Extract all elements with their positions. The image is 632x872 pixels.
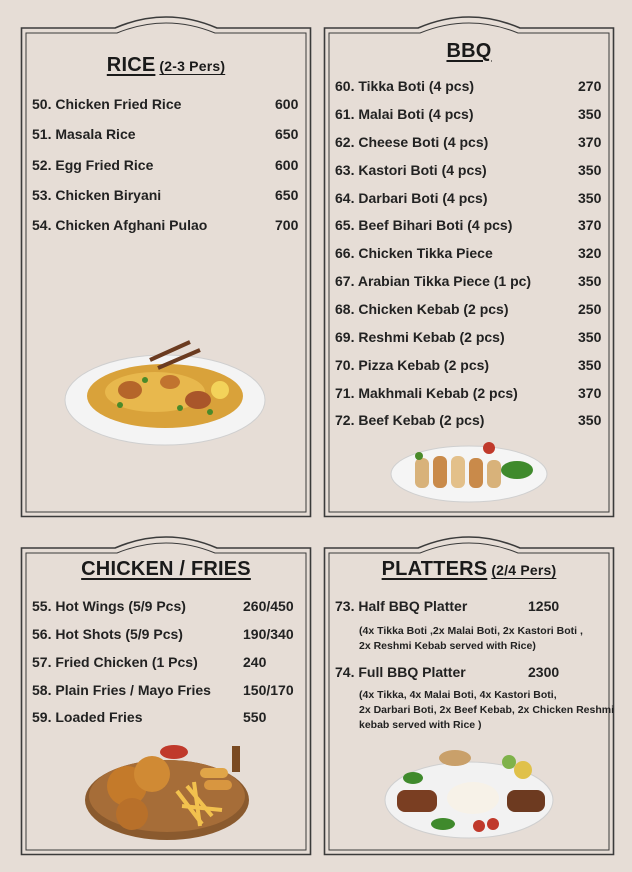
menu-item-price: 350 bbox=[578, 106, 602, 122]
menu-item-price: 370 bbox=[578, 385, 602, 401]
menu-item-price: 270 bbox=[578, 78, 602, 94]
menu-item-price: 700 bbox=[275, 217, 299, 233]
menu-item[interactable]: 67. Arabian Tikka Piece (1 pc) bbox=[335, 273, 532, 289]
menu-item-price: 370 bbox=[578, 217, 602, 233]
platters-title: PLATTERS (2/4 Pers) bbox=[381, 558, 557, 580]
menu-item[interactable]: 69. Reshmi Kebab (2 pcs) bbox=[335, 329, 505, 345]
menu-item-price: 350 bbox=[578, 162, 602, 178]
menu-item[interactable]: 55. Hot Wings (5/9 Pcs) bbox=[32, 598, 186, 614]
platter-description: (4x Tikka, 4x Malai Boti, 4x Kastori Boti, 2x Darbari Boti, 2x Beef Kebab, 2x Chicken Reshmi kebab served with Rice ) bbox=[359, 689, 615, 731]
menu-item[interactable]: 57. Fried Chicken (1 Pcs) bbox=[32, 654, 198, 670]
menu-item-price: 650 bbox=[275, 126, 299, 142]
menu-item[interactable]: 72. Beef Kebab (2 pcs) bbox=[335, 412, 485, 428]
menu-item-price: 350 bbox=[578, 273, 602, 289]
fried-chicken-board-image bbox=[82, 736, 252, 844]
bbq-title: BBQ bbox=[446, 40, 492, 62]
menu-item-price: 150/170 bbox=[243, 682, 294, 698]
menu-item-price: 350 bbox=[578, 412, 602, 428]
menu-item[interactable]: 62. Cheese Boti (4 pcs) bbox=[335, 134, 489, 150]
menu-item[interactable]: 66. Chicken Tikka Piece bbox=[335, 245, 493, 261]
chicken-fries-title: CHICKEN / FRIES bbox=[81, 558, 251, 580]
rice-title: RICE (2-3 Pers) bbox=[106, 54, 226, 76]
menu-item[interactable]: 58. Plain Fries / Mayo Fries bbox=[32, 682, 211, 698]
rice-panel bbox=[20, 12, 312, 518]
menu-item-price: 600 bbox=[275, 96, 299, 112]
menu-item-price: 370 bbox=[578, 134, 602, 150]
menu-item[interactable]: 63. Kastori Boti (4 pcs) bbox=[335, 162, 487, 178]
menu-item[interactable]: 70. Pizza Kebab (2 pcs) bbox=[335, 357, 490, 373]
bbq-panel bbox=[323, 12, 615, 518]
menu-item[interactable]: 71. Makhmali Kebab (2 pcs) bbox=[335, 385, 518, 401]
menu-item-price: 240 bbox=[243, 654, 267, 670]
menu-item-price: 2300 bbox=[528, 664, 560, 680]
menu-item[interactable]: 59. Loaded Fries bbox=[32, 709, 143, 725]
kebab-plate-image bbox=[389, 436, 549, 506]
menu-item-price: 550 bbox=[243, 709, 267, 725]
menu-item[interactable]: 56. Hot Shots (5/9 Pcs) bbox=[32, 626, 183, 642]
menu-item[interactable]: 65. Beef Bihari Boti (4 pcs) bbox=[335, 217, 513, 233]
menu-item[interactable]: 50. Chicken Fried Rice bbox=[32, 96, 182, 112]
menu-item[interactable]: 60. Tikka Boti (4 pcs) bbox=[335, 78, 475, 94]
menu-item-price: 350 bbox=[578, 357, 602, 373]
menu-item[interactable]: 51. Masala Rice bbox=[32, 126, 136, 142]
menu-item-price: 320 bbox=[578, 245, 602, 261]
menu-item-price: 650 bbox=[275, 187, 299, 203]
menu-item[interactable]: 74. Full BBQ Platter bbox=[335, 664, 466, 680]
menu-item[interactable]: 53. Chicken Biryani bbox=[32, 187, 162, 203]
menu-item[interactable]: 64. Darbari Boti (4 pcs) bbox=[335, 190, 488, 206]
menu-item-price: 1250 bbox=[528, 598, 560, 614]
menu-item[interactable]: 68. Chicken Kebab (2 pcs) bbox=[335, 301, 509, 317]
platter-description: (4x Tikka Boti ,2x Malai Boti, 2x Kastori Boti , 2x Reshmi Kebab served with Rice) bbox=[359, 625, 583, 652]
platters-panel bbox=[323, 532, 615, 856]
menu-item-price: 250 bbox=[578, 301, 602, 317]
menu-item[interactable]: 52. Egg Fried Rice bbox=[32, 157, 154, 173]
menu-item[interactable]: 54. Chicken Afghani Pulao bbox=[32, 217, 208, 233]
menu-item-price: 260/450 bbox=[243, 598, 294, 614]
menu-item-price: 190/340 bbox=[243, 626, 294, 642]
biryani-plate-image bbox=[60, 330, 270, 450]
menu-item-price: 350 bbox=[578, 329, 602, 345]
menu-item-price: 600 bbox=[275, 157, 299, 173]
menu-item-price: 350 bbox=[578, 190, 602, 206]
chicken-fries-panel bbox=[20, 532, 312, 856]
bbq-platter-image bbox=[383, 742, 555, 842]
menu-item[interactable]: 61. Malai Boti (4 pcs) bbox=[335, 106, 474, 122]
menu-item[interactable]: 73. Half BBQ Platter bbox=[335, 598, 468, 614]
